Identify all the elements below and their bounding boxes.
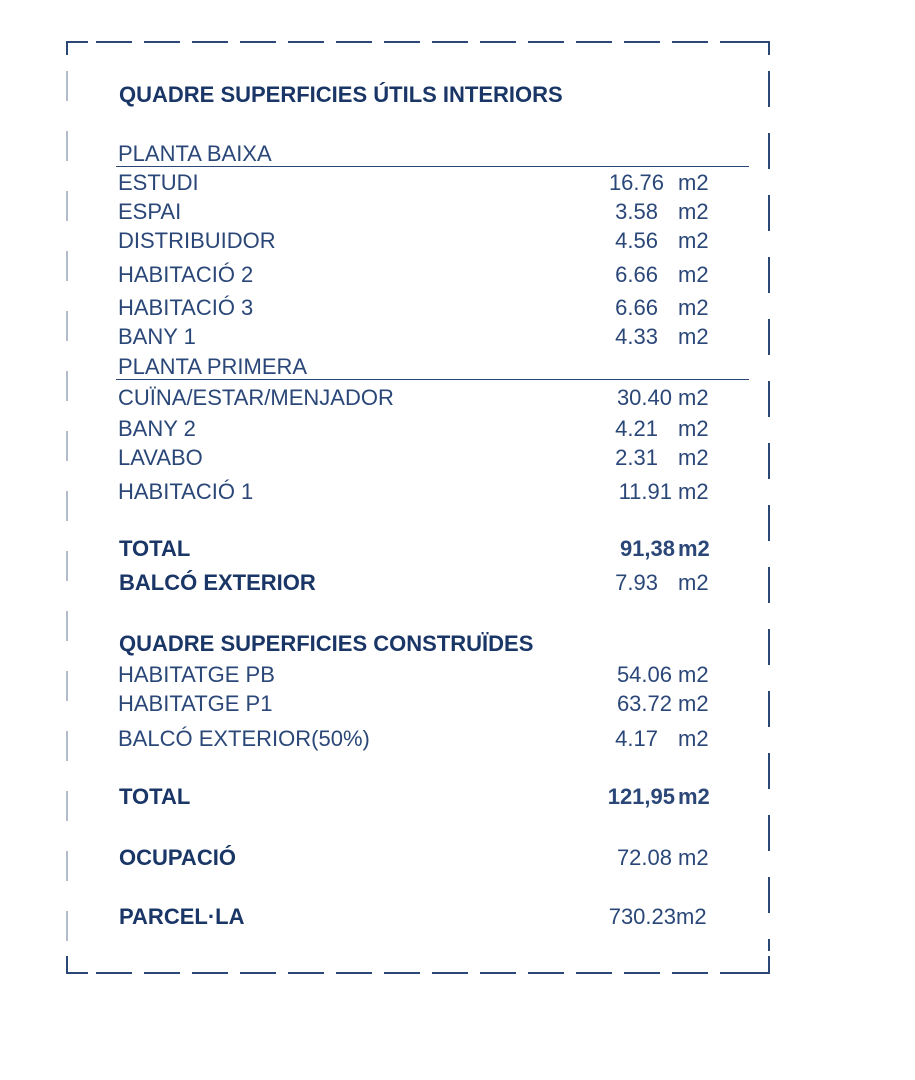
room-name: ESPAI (118, 199, 182, 224)
dwelling-name: BALCÓ EXTERIOR(50%) (118, 726, 370, 751)
room-name: HABITACIÓ 3 (118, 295, 254, 320)
room-area-value: 6.66 (615, 262, 658, 287)
planta-baixa-underline (116, 166, 749, 167)
interiors-table-title: QUADRE SUPERFICIES ÚTILS INTERIORS (119, 82, 563, 107)
total-value: 91,38 (619, 536, 675, 561)
room-area-unit: m2 (678, 385, 709, 410)
room-name: ESTUDI (118, 170, 199, 195)
total-label: TOTAL (119, 536, 191, 561)
dwelling-area-unit: m2 (678, 691, 709, 716)
room-area-unit: m2 (678, 228, 709, 253)
total-value: 121,95 (607, 784, 675, 809)
parcela-label: PARCEL·LA (119, 904, 245, 929)
room-area-value: 2.31 (615, 445, 658, 470)
room-name: LAVABO (118, 445, 203, 470)
room-area-value: 4.33 (615, 324, 658, 349)
room-area-value: 3.58 (615, 199, 658, 224)
ocupacio-label: OCUPACIÓ (119, 845, 236, 870)
room-area-unit: m2 (678, 445, 709, 470)
room-area-unit: m2 (678, 295, 709, 320)
room-area-value: 30.40 (616, 385, 672, 410)
room-name: DISTRIBUIDOR (118, 228, 276, 253)
room-area-value: 16.76 (608, 170, 664, 195)
room-area-value: 6.66 (615, 295, 658, 320)
total-label: TOTAL (119, 784, 191, 809)
room-area-unit: m2 (678, 479, 709, 504)
room-name: BANY 1 (118, 324, 196, 349)
dwelling-area-unit: m2 (678, 662, 709, 687)
room-area-unit: m2 (678, 416, 709, 441)
room-name: BANY 2 (118, 416, 196, 441)
dwelling-name: HABITATGE PB (118, 662, 275, 687)
ocupacio-value: 72.08 (616, 845, 672, 870)
dwelling-area-value: 54.06 (616, 662, 672, 687)
room-area-value: 11.91 (618, 479, 672, 504)
room-area-value: 4.56 (615, 228, 658, 253)
dwelling-area-value: 63.72 (616, 691, 672, 716)
room-area-unit: m2 (678, 262, 709, 287)
balco-exterior-value: 7.93 (615, 570, 658, 595)
dwelling-area-unit: m2 (678, 726, 709, 751)
room-name: CUÏNA/ESTAR/MENJADOR (118, 385, 394, 410)
planta-baixa-heading: PLANTA BAIXA (118, 141, 272, 166)
planta-primera-heading: PLANTA PRIMERA (118, 354, 308, 379)
room-area-unit: m2 (678, 324, 709, 349)
room-area-unit: m2 (678, 170, 709, 195)
total-unit: m2 (678, 536, 710, 561)
dwelling-name: HABITATGE P1 (118, 691, 273, 716)
dwelling-area-value: 4.17 (615, 726, 658, 751)
parcela-unit: m2 (676, 904, 707, 929)
room-area-value: 4.21 (615, 416, 658, 441)
construides-table-title: QUADRE SUPERFICIES CONSTRUÏDES (119, 631, 534, 656)
balco-exterior-unit: m2 (678, 570, 709, 595)
parcela-value: 730.23 (608, 904, 676, 929)
room-name: HABITACIÓ 1 (118, 479, 254, 504)
room-name: HABITACIÓ 2 (118, 262, 254, 287)
ocupacio-unit: m2 (678, 845, 709, 870)
balco-exterior-label: BALCÓ EXTERIOR (119, 570, 316, 595)
total-unit: m2 (678, 784, 710, 809)
planta-primera-underline (116, 379, 749, 380)
room-area-unit: m2 (678, 199, 709, 224)
